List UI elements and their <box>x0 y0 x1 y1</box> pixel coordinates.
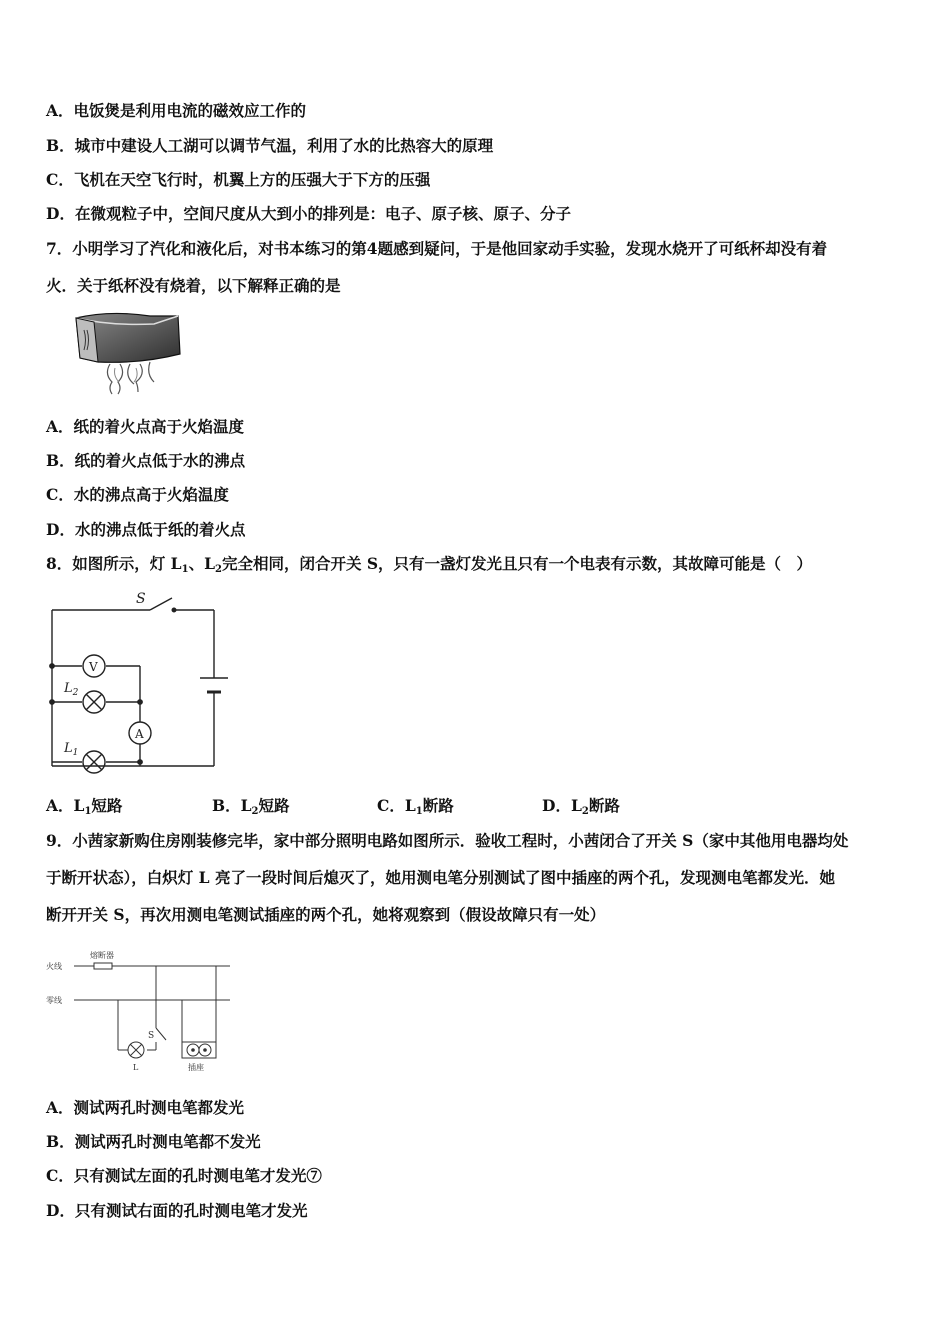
q6-option-c: C．飞机在天空飞行时，机翼上方的压强大于下方的压强 <box>46 170 431 189</box>
q8-lamp1-label: $L_1$ <box>64 741 79 758</box>
q9-stem-line1: 9．小茜家新购住房刚装修完毕，家中部分照明电路如图所示．验收工程时，小茜闭合了开关 S（家中其他用电器均处 <box>46 831 849 850</box>
q6-option-a: A．电饭煲是利用电流的磁效应工作的 <box>46 101 307 120</box>
q7-paper-cup-figure <box>70 308 190 398</box>
q6-option-d: D．在微观粒子中，空间尺度从大到小的排列是：电子、原子核、原子、分子 <box>46 204 571 223</box>
q9-stem-line2: 于断开状态），白炽灯 L 亮了一段时间后熄灭了，她用测电笔分别测试了图中插座的两个孔，发现测电笔都发光．她 <box>46 868 835 887</box>
q9-switch-label: S <box>148 1031 155 1041</box>
q9-live-wire-label: 火线 <box>46 962 62 971</box>
q9-option-c: C．只有测试左面的孔时测电笔才发光⑦ <box>46 1166 322 1185</box>
q8-stem: 8．如图所示，灯 $L_1$、$L_2$完全相同，闭合开关 S，只有一盏灯发光且只有一个电表有示数，其故障可能是（ ） <box>46 554 813 575</box>
q8-switch-label: S <box>136 591 146 607</box>
q9-lamp-label: L <box>133 1063 139 1072</box>
q6-option-b: B．城市中建设人工湖可以调节气温，利用了水的比热容大的原理 <box>46 136 494 155</box>
q8-option-b: B．$L_2$短路 <box>212 796 290 817</box>
q9-stem-line3: 断开开关 S，再次用测电笔测试插座的两个孔，她将观察到（假设故障只有一处） <box>46 905 606 924</box>
q9-option-b: B．测试两孔时测电笔都不发光 <box>46 1132 261 1151</box>
q9-option-d: D．只有测试右面的孔时测电笔才发光 <box>46 1201 308 1220</box>
q8-lamp2-label: $L_2$ <box>64 681 79 698</box>
q8-option-d: D．$L_2$断路 <box>542 796 620 817</box>
q9-home-circuit-diagram <box>44 946 240 1076</box>
q8-option-c: C．$L_1$断路 <box>377 796 454 817</box>
q7-option-c: C．水的沸点高于火焰温度 <box>46 485 229 504</box>
q7-stem-line1: 7．小明学习了汽化和液化后，对书本练习的第4题感到疑问，于是他回家动手实验，发现水烧开了可纸杯却没有着 <box>46 239 828 258</box>
q8-circuit-diagram <box>44 586 234 776</box>
q9-socket-label: 插座 <box>188 1063 204 1072</box>
q8-voltmeter-label: V <box>89 660 98 674</box>
q8-ammeter-label: A <box>135 727 144 741</box>
q7-option-b: B．纸的着火点低于水的沸点 <box>46 451 246 470</box>
q8-option-a: A．$L_1$短路 <box>46 796 123 817</box>
q7-stem-line2: 火．关于纸杯没有烧着，以下解释正确的是 <box>46 276 341 295</box>
q9-option-a: A．测试两孔时测电笔都发光 <box>46 1098 245 1117</box>
q9-neutral-wire-label: 零线 <box>46 996 62 1005</box>
q7-option-a: A．纸的着火点高于火焰温度 <box>46 417 245 436</box>
q7-option-d: D．水的沸点低于纸的着火点 <box>46 520 246 539</box>
q9-fuse-label: 熔断器 <box>90 951 114 960</box>
